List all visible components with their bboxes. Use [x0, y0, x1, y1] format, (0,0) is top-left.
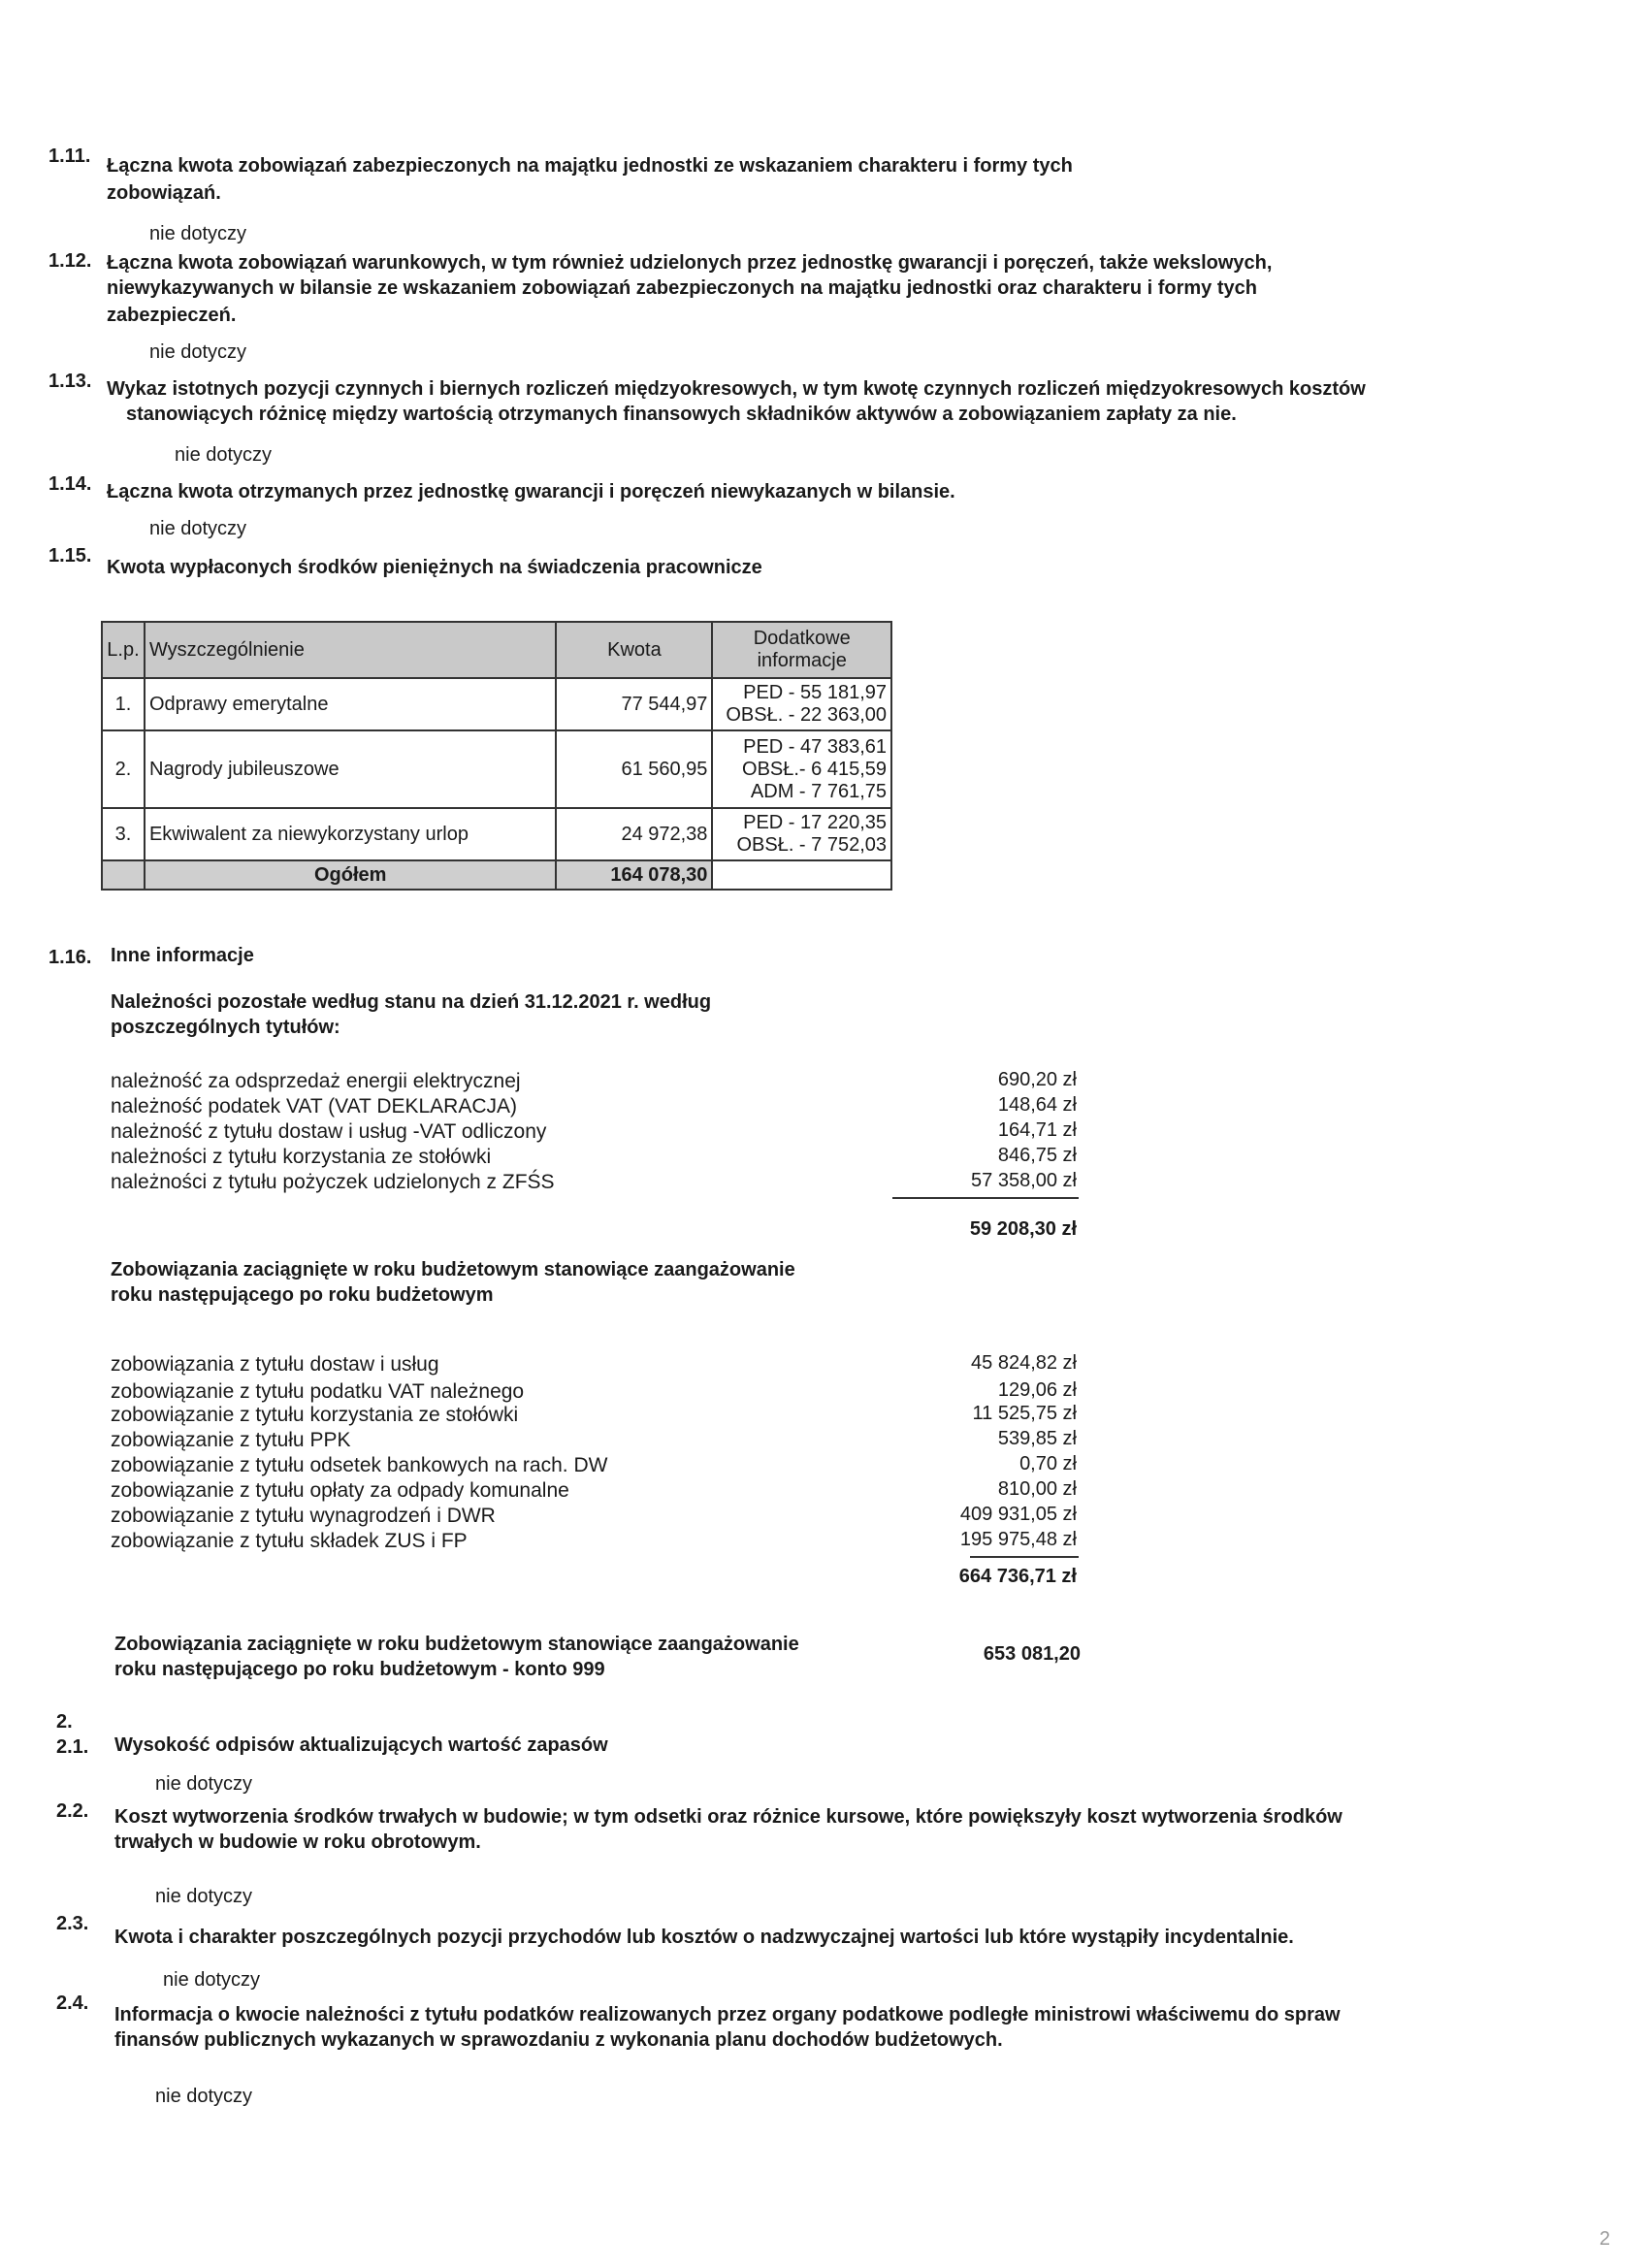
- row-amount: 61 560,95: [556, 730, 712, 808]
- section-1-11-title-line2: zobowiązań.: [107, 182, 221, 204]
- section-2-1-title: Wysokość odpisów aktualizujących wartość zapasów: [114, 1734, 608, 1756]
- scan-smudge: [10, 14, 126, 43]
- row-lp: 1.: [102, 678, 145, 730]
- section-1-12-number: 1.12.: [48, 250, 92, 272]
- section-1-12-title-line2: niewykazywanych w bilansie ze wskazaniem zobowiązań zabezpieczonych na majątku jednostki oraz charakteru i formy tych: [107, 277, 1257, 299]
- section-1-13-number: 1.13.: [48, 371, 92, 392]
- liability-item-label: zobowiązania z tytułu dostaw i usług: [111, 1353, 439, 1376]
- section-1-12-title-line1: Łączna kwota zobowiązań warunkowych, w tym również udzielonych przez jednostkę gwarancji i poręczeń, także wekslowych,: [107, 252, 1273, 274]
- table-total-row: [102, 860, 891, 890]
- table-row: [102, 808, 891, 860]
- row-info-line: PED - 17 220,35: [743, 812, 887, 833]
- section-1-16-number: 1.16.: [48, 947, 92, 968]
- liability-item-label: zobowiązanie z tytułu korzystania ze stołówki: [111, 1404, 519, 1426]
- row-info: [712, 730, 891, 808]
- row-name: Ekwiwalent za niewykorzystany urlop: [145, 808, 557, 860]
- row-amount: 77 544,97: [556, 678, 712, 730]
- konto999-title-line1: Zobowiązania zaciągnięte w roku budżetowym stanowiące zaangażowanie: [114, 1634, 799, 1655]
- receivable-item-label: należność podatek VAT (VAT DEKLARACJA): [111, 1095, 518, 1118]
- liability-item-amount: 129,06 zł: [997, 1379, 1077, 1401]
- table-row: [102, 678, 891, 730]
- row-info: [712, 808, 891, 860]
- liability-item-label: zobowiązanie z tytułu PPK: [111, 1429, 351, 1451]
- row-info-line: OBSŁ. - 22 363,00: [726, 704, 887, 726]
- table-header-row: [102, 622, 891, 678]
- total-label: Ogółem: [145, 860, 557, 890]
- liability-item-label: zobowiązanie z tytułu wynagrodzeń i DWR: [111, 1505, 496, 1527]
- section-1-13-title-line2: stanowiących różnicę między wartością otrzymanych finansowych składników aktywów a zobowiązaniem zapłaty za nie.: [126, 404, 1237, 425]
- receivable-item-label: należność z tytułu dostaw i usług -VAT odliczony: [111, 1120, 547, 1143]
- section-2-2-title-line2: trwałych w budowie w roku obrotowym.: [114, 1831, 481, 1853]
- receivable-item-label: należności z tytułu korzystania ze stołówki: [111, 1146, 492, 1168]
- table-row: [102, 730, 891, 808]
- section-1-13-not-applicable: nie dotyczy: [175, 444, 273, 466]
- header-name: Wyszczególnienie: [145, 622, 557, 678]
- liability-item-amount: 11 525,75 zł: [972, 1403, 1077, 1424]
- section-2-2-number: 2.2.: [56, 1800, 89, 1822]
- row-amount: 24 972,38: [556, 808, 712, 860]
- section-1-12-title-line3: zabezpieczeń.: [107, 305, 237, 326]
- section-1-15-number: 1.15.: [48, 545, 92, 567]
- row-info-line: PED - 47 383,61: [743, 735, 887, 758]
- receivables-total: 59 208,30 zł: [969, 1218, 1077, 1240]
- section-1-14-title: Łączna kwota otrzymanych przez jednostkę gwarancji i poręczeń niewykazanych w bilansie.: [107, 481, 955, 502]
- section-2-3-number: 2.3.: [56, 1913, 89, 1934]
- row-info-line: PED - 55 181,97: [743, 682, 887, 703]
- konto999-title-line2: roku następującego po roku budżetowym - konto 999: [114, 1659, 605, 1680]
- page-number: 2: [1599, 2228, 1610, 2250]
- section-2-1-not-applicable: nie dotyczy: [155, 1773, 253, 1795]
- section-1-14-number: 1.14.: [48, 473, 92, 495]
- section-2-4-not-applicable: nie dotyczy: [155, 2086, 253, 2107]
- section-1-11-number: 1.11.: [48, 146, 91, 167]
- row-info-line: ADM - 7 761,75: [750, 780, 887, 802]
- liabilities-title-line1: Zobowiązania zaciągnięte w roku budżetowym stanowiące zaangażowanie: [111, 1259, 795, 1280]
- section-1-15-title: Kwota wypłaconych środków pieniężnych na świadczenia pracownicze: [107, 557, 762, 578]
- header-amount: Kwota: [556, 622, 712, 678]
- total-empty-cell: [102, 860, 145, 890]
- section-1-14-not-applicable: nie dotyczy: [149, 518, 247, 539]
- liabilities-sum-line: [970, 1556, 1079, 1558]
- receivables-sum-line: [892, 1197, 1079, 1199]
- receivables-title-line2: poszczególnych tytułów:: [111, 1017, 340, 1038]
- liability-item-amount: 409 931,05 zł: [959, 1504, 1077, 1525]
- liability-item-label: zobowiązanie z tytułu podatku VAT należnego: [111, 1380, 525, 1403]
- liability-item-amount: 539,85 zł: [997, 1428, 1077, 1449]
- section-1-13-title-line1: Wykaz istotnych pozycji czynnych i biernych rozliczeń międzyokresowych, w tym kwotę czynnych rozliczeń międzyokresowych kosztów: [107, 378, 1366, 400]
- section-2-4-title-line1: Informacja o kwocie należności z tytułu podatków realizowanych przez organy podatkowe podległe ministrowi właściwemu do spraw: [114, 2004, 1341, 2025]
- section-2-3-not-applicable: nie dotyczy: [163, 1969, 261, 1991]
- liability-item-amount: 195 975,48 zł: [959, 1529, 1077, 1550]
- konto999-amount: 653 081,20: [983, 1643, 1081, 1665]
- row-lp: 3.: [102, 808, 145, 860]
- liabilities-title-line2: roku następującego po roku budżetowym: [111, 1284, 494, 1306]
- liability-item-amount: 45 824,82 zł: [971, 1352, 1077, 1374]
- section-2-number: 2.: [56, 1711, 73, 1733]
- liability-item-label: zobowiązanie z tytułu odsetek bankowych na rach. DW: [111, 1454, 608, 1476]
- liability-item-label: zobowiązanie z tytułu opłaty za odpady komunalne: [111, 1479, 569, 1502]
- section-2-2-not-applicable: nie dotyczy: [155, 1886, 253, 1907]
- row-name: Odprawy emerytalne: [145, 678, 557, 730]
- liabilities-total: 664 736,71 zł: [958, 1566, 1077, 1587]
- receivable-item-amount: 164,71 zł: [997, 1119, 1077, 1141]
- receivable-item-amount: 690,20 zł: [997, 1069, 1077, 1090]
- liability-item-amount: 0,70 zł: [1019, 1453, 1077, 1474]
- total-info-cell: [712, 860, 891, 890]
- receivable-item-amount: 148,64 zł: [997, 1094, 1077, 1116]
- row-info-line: OBSŁ.- 6 415,59: [742, 758, 887, 780]
- benefits-table: [101, 621, 892, 891]
- section-1-16-title: Inne informacje: [111, 945, 254, 966]
- header-info: Dodatkowe informacje: [712, 622, 891, 678]
- section-2-1-number: 2.1.: [56, 1736, 89, 1758]
- section-2-4-title-line2: finansów publicznych wykazanych w sprawozdaniu z wykonania planu dochodów budżetowych.: [114, 2029, 1003, 2051]
- receivables-title-line1: Należności pozostałe według stanu na dzień 31.12.2021 r. według: [111, 991, 712, 1013]
- section-1-11-title-line1: Łączna kwota zobowiązań zabezpieczonych na majątku jednostki ze wskazaniem charakteru i formy tych: [107, 155, 1073, 177]
- total-amount: 164 078,30: [556, 860, 712, 890]
- liability-item-label: zobowiązanie z tytułu składek ZUS i FP: [111, 1530, 468, 1552]
- row-info: [712, 678, 891, 730]
- receivable-item-label: należności z tytułu pożyczek udzielonych z ZFŚS: [111, 1171, 555, 1193]
- liability-item-amount: 810,00 zł: [997, 1478, 1077, 1500]
- section-1-11-not-applicable: nie dotyczy: [149, 223, 247, 244]
- section-2-2-title-line1: Koszt wytworzenia środków trwałych w budowie; w tym odsetki oraz różnice kursowe, które powiększyły koszt wytworzenia środków: [114, 1806, 1342, 1828]
- receivable-item-amount: 846,75 zł: [997, 1145, 1077, 1166]
- section-2-3-title: Kwota i charakter poszczególnych pozycji przychodów lub kosztów o nadzwyczajnej wartości lub które wystąpiły incydentalnie.: [114, 1927, 1294, 1948]
- row-name: Nagrody jubileuszowe: [145, 730, 557, 808]
- receivable-item-label: należność za odsprzedaż energii elektrycznej: [111, 1070, 521, 1092]
- header-lp: L.p.: [102, 622, 145, 678]
- receivable-item-amount: 57 358,00 zł: [971, 1170, 1077, 1191]
- section-2-4-number: 2.4.: [56, 1993, 89, 2014]
- row-info-line: OBSŁ. - 7 752,03: [736, 834, 887, 856]
- row-lp: 2.: [102, 730, 145, 808]
- section-1-12-not-applicable: nie dotyczy: [149, 341, 247, 363]
